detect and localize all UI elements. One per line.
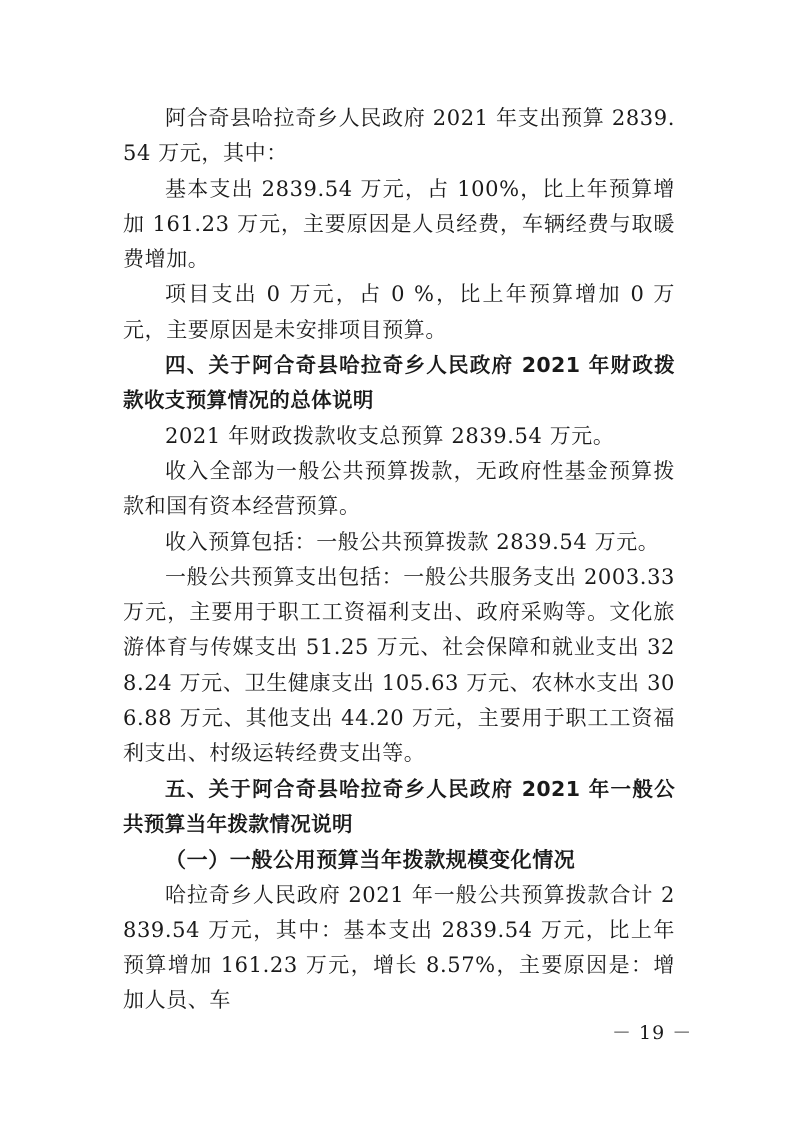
paragraph-fiscal-total: 2021 年财政拨款收支总预算 2839.54 万元。 [165, 423, 615, 448]
paragraph-basic-expenditure: 基本支出 2839.54 万元，占 100%，比上年预算增加 161.23 万元，主要原因是人员经费，车辆经费与取暖费增加。 [123, 176, 675, 272]
paragraph-allocation-scale: 哈拉奇乡人民政府 2021 年一般公共预算拨款合计 2839.54 万元，其中：基本支出 2839.54 万元，比上年预算增加 161.23 万元，增长 8.57%，主要原因是：增加人员、车 [123, 882, 675, 1013]
subsection-heading-one: （一）一般公用预算当年拨款规模变化情况 [165, 847, 576, 873]
section-heading-five: 五、关于阿合奇县哈拉奇乡人民政府 2021 年一般公共预算当年拨款情况说明 [123, 776, 675, 836]
page-number: － 19 － [612, 1022, 693, 1044]
section-heading-four: 四、关于阿合奇县哈拉奇乡人民政府 2021 年财政拨款收支预算情况的总体说明 [123, 353, 675, 413]
paragraph-income-source: 收入全部为一般公共预算拨款，无政府性基金预算拨款和国有资本经营预算。 [123, 458, 675, 519]
paragraph-expenditure-total: 阿合奇县哈拉奇乡人民政府 2021 年支出预算 2839.54 万元，其中： [123, 106, 675, 166]
paragraph-income-budget: 收入预算包括：一般公共预算拨款 2839.54 万元。 [165, 529, 660, 554]
paragraph-public-expenditure: 一般公共预算支出包括：一般公共服务支出 2003.33 万元，主要用于职工工资福利支出、政府采购等。文化旅游体育与传媒支出 51.25 万元、社会保障和就业支出 328.24 万元、卫生健康支出 105.63 万元、农林水支出 306.88 万元、其他支出 44.20 万元，主要用于职工工资福利支出、村级运转经费支出等。 [123, 564, 675, 766]
document-body [123, 101, 675, 1019]
paragraph-project-expenditure: 项目支出 0 万元，占 0 %，比上年预算增加 0 万元，主要原因是未安排项目预算。 [123, 282, 675, 342]
